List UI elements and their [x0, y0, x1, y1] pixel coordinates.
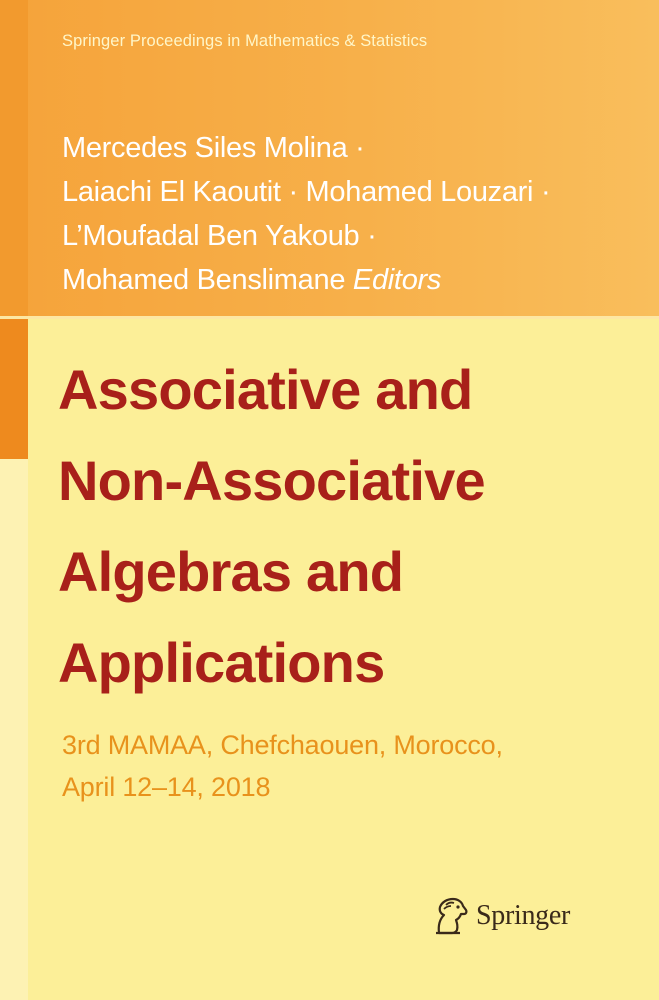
title-line: Associative and — [58, 358, 473, 421]
editor-line: Mercedes Siles Molina · — [62, 132, 365, 164]
title-line: Non-Associative — [58, 449, 485, 512]
springer-horse-icon — [430, 895, 470, 937]
editor-line: Laiachi El Kaoutit · Mohamed Louzari · — [62, 176, 551, 208]
book-subtitle — [62, 724, 652, 808]
title-line: Applications — [58, 631, 385, 694]
band-divider — [0, 316, 659, 319]
editors-role-label: Editors — [352, 264, 442, 296]
publisher-name: Springer — [476, 900, 571, 931]
subtitle-line: April 12–14, 2018 — [62, 772, 271, 802]
editor-line-last — [62, 258, 642, 302]
editors-block — [62, 126, 642, 302]
left-strip-accent — [0, 319, 28, 459]
left-strip-top — [0, 0, 28, 316]
subtitle-line: 3rd MAMAA, Chefchaouen, Morocco, — [62, 730, 503, 760]
editor-line: L’Moufadal Ben Yakoub · — [62, 220, 377, 252]
book-title — [58, 344, 648, 708]
publisher-logo — [430, 893, 570, 939]
left-strip-bottom — [0, 459, 28, 1000]
title-line: Algebras and — [58, 540, 404, 603]
editor-name: Mohamed Benslimane — [62, 264, 346, 296]
series-name: Springer Proceedings in Mathematics & Statistics — [62, 32, 428, 50]
